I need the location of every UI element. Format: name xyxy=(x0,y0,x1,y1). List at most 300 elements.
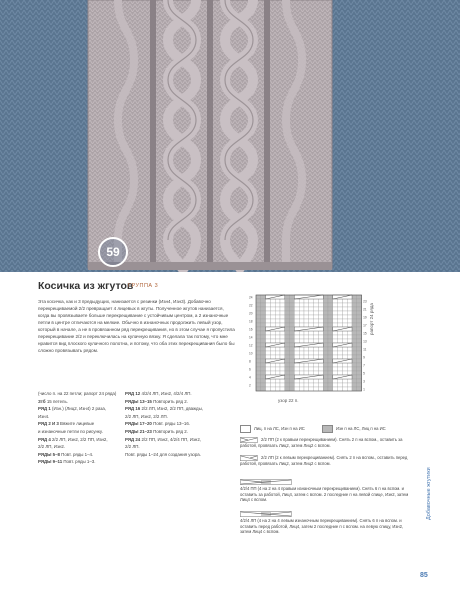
chart-cell xyxy=(275,371,280,375)
chart-cell xyxy=(347,311,352,315)
chart-cell xyxy=(270,367,275,371)
chart-row-label: 12 xyxy=(249,343,253,348)
chart-cell xyxy=(290,323,295,327)
chart-cell xyxy=(357,371,362,375)
chart-cell xyxy=(261,307,266,311)
chart-cell xyxy=(280,355,285,359)
instruction-text: 2/2 ЛП, Изн2, 2/2 ПП, Изн2, xyxy=(50,436,108,442)
chart-cell xyxy=(318,379,323,383)
chart-cell xyxy=(285,335,290,339)
chart-cell xyxy=(328,347,333,351)
chart-cell xyxy=(347,383,352,387)
instruction-text: 2/2 ЛП. xyxy=(125,444,140,450)
chart-cell xyxy=(333,387,338,391)
chart-cell xyxy=(318,299,323,303)
chart-cell xyxy=(338,367,343,371)
instruction-row-label: РЯД 4 xyxy=(38,436,51,442)
chart-cell xyxy=(299,367,304,371)
chart-cell xyxy=(256,295,261,299)
instruction-text: и изнаночные петли по рисунку. xyxy=(38,428,103,434)
chart-cell xyxy=(280,371,285,375)
chart-cell xyxy=(314,319,319,323)
chart-cell xyxy=(352,379,357,383)
chart-cell xyxy=(314,311,319,315)
instruction-row-label: РЯДЫ 5–8 xyxy=(38,451,60,457)
chart-cell xyxy=(275,303,280,307)
chart-cell xyxy=(266,347,271,351)
chart-cell xyxy=(285,339,290,343)
chart-cell xyxy=(342,299,347,303)
chart-cell xyxy=(304,311,309,315)
chart-cell xyxy=(323,327,328,331)
chart-cell xyxy=(285,379,290,383)
chart-cell xyxy=(352,387,357,391)
chart-cell xyxy=(314,315,319,319)
difficulty-group: ГРУППА 3 xyxy=(128,283,159,289)
chart-cell xyxy=(266,339,271,343)
chart-cell xyxy=(357,379,362,383)
chart-cell xyxy=(323,339,328,343)
chart-cell xyxy=(261,315,266,319)
instruction-text: Повт. ряды 13–16. xyxy=(151,421,190,427)
chart-cell xyxy=(328,315,333,319)
chart-cell xyxy=(328,311,333,315)
legend-item-4-2-4-lpc: 4/2/4 ЛП (4 на 2 на 4 левым изнаночным перекрещиванием). Снять 6 п на вспом. и оставить перед работой, Лиц4, затем 2 последние п с вспом. на левую спицу, Изн2, затем Лиц4 с вспом. xyxy=(240,511,410,535)
chart-cell xyxy=(266,311,271,315)
chart-row-label: 5 xyxy=(363,371,365,376)
chart-cell xyxy=(304,299,309,303)
chart-cell xyxy=(261,331,266,335)
chart-cell xyxy=(323,383,328,387)
chart-cell xyxy=(328,351,333,355)
instruction-row-label: РЯДЫ 13–15 xyxy=(125,398,152,404)
chart-cell xyxy=(290,359,295,363)
chart-cell xyxy=(285,307,290,311)
chart-cell xyxy=(294,315,299,319)
knitting-chart xyxy=(248,293,373,403)
instruction-text: (Изн.) (Лиц2, Изн4) 2 раза, xyxy=(50,406,107,412)
chart-cell xyxy=(304,315,309,319)
chart-cell xyxy=(328,355,333,359)
chart-cell xyxy=(256,315,261,319)
chart-cell xyxy=(318,363,323,367)
chart-cell xyxy=(275,363,280,367)
chart-cell xyxy=(266,355,271,359)
instruction-row-label: РЯД 24 xyxy=(125,436,141,442)
chart-cell xyxy=(314,299,319,303)
chart-cell xyxy=(275,339,280,343)
chart-cell xyxy=(294,299,299,303)
chart-cell xyxy=(294,331,299,335)
chart-cell xyxy=(285,351,290,355)
chart-cell xyxy=(357,303,362,307)
chart-cell xyxy=(285,363,290,367)
chart-cell xyxy=(270,303,275,307)
chart-cell xyxy=(352,363,357,367)
chart-cell xyxy=(270,339,275,343)
chart-cell xyxy=(342,307,347,311)
chart-cell xyxy=(328,387,333,391)
chart-cell xyxy=(323,323,328,327)
chart-cell xyxy=(328,307,333,311)
chart-cell xyxy=(309,351,314,355)
chart-cell xyxy=(304,351,309,355)
chart-cell xyxy=(347,299,352,303)
chart-cell xyxy=(270,387,275,391)
instruction-text: Повторить ряд 2. xyxy=(151,398,188,404)
chart-cell xyxy=(338,347,343,351)
chart-cell xyxy=(333,331,338,335)
chart-cell xyxy=(285,319,290,323)
chart-row-label: 10 xyxy=(249,351,253,356)
chart-cell xyxy=(347,323,352,327)
chart-cell xyxy=(309,299,314,303)
chart-cell xyxy=(323,363,328,367)
chart-cell xyxy=(256,355,261,359)
chart-cell xyxy=(270,323,275,327)
chart-cell xyxy=(309,331,314,335)
chart-cell xyxy=(299,311,304,315)
chart-cell xyxy=(338,383,343,387)
chart-cell xyxy=(357,331,362,335)
chart-cell xyxy=(352,311,357,315)
chart-cell xyxy=(280,323,285,327)
chart-cell xyxy=(280,347,285,351)
chart-cell xyxy=(338,315,343,319)
chart-cell xyxy=(275,299,280,303)
chart-cell xyxy=(347,347,352,351)
chart-cell xyxy=(275,387,280,391)
chart-cell xyxy=(294,383,299,387)
chart-cell xyxy=(275,315,280,319)
chart-cell xyxy=(275,331,280,335)
chart-cell xyxy=(342,323,347,327)
instructions-left xyxy=(38,390,120,466)
chart-cell xyxy=(318,367,323,371)
chart-cell xyxy=(357,359,362,363)
chart-cell xyxy=(357,355,362,359)
instruction-line xyxy=(38,420,120,428)
chart-cell xyxy=(290,339,295,343)
chart-cell xyxy=(357,307,362,311)
chart-cell xyxy=(304,339,309,343)
chart-cell xyxy=(314,383,319,387)
chart-cell xyxy=(309,319,314,323)
chart-cell xyxy=(256,387,261,391)
chart-cell xyxy=(309,335,314,339)
chart-cell xyxy=(261,367,266,371)
section-label: Добавочные жгутики xyxy=(426,467,432,520)
chart-width-caption: узор 22 п. xyxy=(278,398,299,403)
chart-cell xyxy=(299,347,304,351)
chart-cell xyxy=(290,311,295,315)
chart-cell xyxy=(352,343,357,347)
chart-cell xyxy=(338,355,343,359)
chart-cell xyxy=(294,307,299,311)
chart-cell xyxy=(304,303,309,307)
chart-cell xyxy=(328,339,333,343)
chart-cell xyxy=(304,347,309,351)
instruction-line xyxy=(38,398,120,406)
chart-cell xyxy=(299,355,304,359)
chart-cell xyxy=(357,299,362,303)
chart-cell xyxy=(318,387,323,391)
chart-cell xyxy=(347,319,352,323)
chart-cell xyxy=(333,311,338,315)
chart-cell xyxy=(352,327,357,331)
chart-cell xyxy=(304,323,309,327)
chart-cell xyxy=(256,323,261,327)
chart-cell xyxy=(294,363,299,367)
chart-row-label: 9 xyxy=(363,355,365,360)
chart-cell xyxy=(290,371,295,375)
chart-cell xyxy=(342,371,347,375)
chart-row-label: 1 xyxy=(363,387,365,392)
pattern-number-badge: 59 xyxy=(98,237,128,267)
chart-cell xyxy=(338,331,343,335)
chart-cell xyxy=(328,335,333,339)
chart-cell xyxy=(270,363,275,367)
chart-cell xyxy=(294,355,299,359)
chart-cell xyxy=(318,319,323,323)
instruction-row-label: РЯД 16 xyxy=(125,406,141,412)
chart-cell xyxy=(285,323,290,327)
chart-cell xyxy=(347,303,352,307)
chart-cell xyxy=(342,351,347,355)
chart-cell xyxy=(270,307,275,311)
chart-cell xyxy=(347,363,352,367)
chart-cell xyxy=(280,335,285,339)
chart-cell xyxy=(280,307,285,311)
chart-cell xyxy=(270,351,275,355)
chart-cell xyxy=(285,295,290,299)
chart-cell xyxy=(256,303,261,307)
chart-cell xyxy=(318,371,323,375)
chart-cell xyxy=(299,335,304,339)
chart-cell xyxy=(342,339,347,343)
instruction-text: Повторить ряд 2. xyxy=(151,428,188,434)
chart-cell xyxy=(323,303,328,307)
chart-cell xyxy=(266,303,271,307)
chart-cell xyxy=(290,319,295,323)
chart-cell xyxy=(352,383,357,387)
chart-cell xyxy=(352,359,357,363)
chart-cell xyxy=(256,359,261,363)
chart-cell xyxy=(261,327,266,331)
right-purl-cross-symbol-icon xyxy=(240,479,292,485)
chart-cell xyxy=(256,363,261,367)
chart-cell xyxy=(290,295,295,299)
chart-cell xyxy=(304,367,309,371)
chart-cell xyxy=(333,299,338,303)
chart-cell xyxy=(309,371,314,375)
chart-cell xyxy=(323,387,328,391)
instruction-line xyxy=(125,420,225,428)
chart-cell xyxy=(261,355,266,359)
chart-cell xyxy=(347,387,352,391)
instruction-text: Повт. ряды 1–4. xyxy=(59,451,94,457)
chart-cell xyxy=(280,303,285,307)
chart-row-label: 15 xyxy=(363,331,367,336)
chart-cell xyxy=(323,307,328,311)
chart-cell xyxy=(285,359,290,363)
chart-cell xyxy=(333,367,338,371)
chart-row-label: 18 xyxy=(249,319,253,324)
chart-cell xyxy=(333,303,338,307)
chart-cell xyxy=(270,335,275,339)
chart-cell xyxy=(261,363,266,367)
chart-row-label: 8 xyxy=(249,359,251,364)
chart-cell xyxy=(256,367,261,371)
chart-cell xyxy=(275,367,280,371)
chart-cell xyxy=(328,299,333,303)
chart-cell xyxy=(285,299,290,303)
chart-cell xyxy=(333,339,338,343)
chart-cell xyxy=(299,323,304,327)
chart-cell xyxy=(290,363,295,367)
chart-cell xyxy=(333,315,338,319)
chart-cell xyxy=(299,315,304,319)
chart-cell xyxy=(280,319,285,323)
legend-item-2-2-lc: 2/2 ЛП (2 к левым перекрещиванием). Снять 2 п на вспом., оставить перед работой, провязать Лиц2, затем Лиц2 с вспом. xyxy=(240,455,408,466)
chart-cell xyxy=(304,355,309,359)
chart-cell xyxy=(318,339,323,343)
chart-cell xyxy=(342,335,347,339)
chart-cell xyxy=(338,351,343,355)
chart-cell xyxy=(309,379,314,383)
chart-cell xyxy=(285,343,290,347)
chart-cell xyxy=(342,303,347,307)
instruction-line xyxy=(125,398,225,406)
chart-cell xyxy=(352,319,357,323)
chart-cell xyxy=(357,319,362,323)
chart-cell xyxy=(357,315,362,319)
chart-cell xyxy=(328,327,333,331)
chart-cell xyxy=(275,311,280,315)
chart-cell xyxy=(323,359,328,363)
chart-cell xyxy=(261,359,266,363)
chart-cell xyxy=(256,319,261,323)
chart-cell xyxy=(256,343,261,347)
instruction-row-label: РЯДЫ 17–20 xyxy=(125,421,152,427)
chart-cell xyxy=(347,379,352,383)
chart-cell xyxy=(323,311,328,315)
chart-cell xyxy=(261,383,266,387)
chart-cell xyxy=(256,339,261,343)
chart-cell xyxy=(285,347,290,351)
chart-cell xyxy=(318,335,323,339)
chart-cell xyxy=(256,371,261,375)
chart-cell xyxy=(266,383,271,387)
chart-cell xyxy=(285,367,290,371)
chart-cell xyxy=(328,371,333,375)
chart-cell xyxy=(309,367,314,371)
chart-cell xyxy=(347,355,352,359)
chart-cell xyxy=(261,343,266,347)
chart-cell xyxy=(309,303,314,307)
chart-cell xyxy=(256,331,261,335)
chart-row-label: 17 xyxy=(363,323,367,328)
chart-cell xyxy=(309,387,314,391)
chart-cell xyxy=(323,375,328,379)
chart-row-label: 13 xyxy=(363,339,367,344)
chart-cell xyxy=(333,371,338,375)
instruction-text: 15 петель. xyxy=(45,398,68,404)
chart-cell xyxy=(285,355,290,359)
chart-cell xyxy=(299,303,304,307)
chart-cell xyxy=(352,331,357,335)
chart-cell xyxy=(347,339,352,343)
chart-cell xyxy=(275,323,280,327)
chart-cell xyxy=(342,319,347,323)
chart-cell xyxy=(333,347,338,351)
chart-cell xyxy=(323,351,328,355)
chart-cell xyxy=(314,351,319,355)
chart-cell xyxy=(304,383,309,387)
chart-cell xyxy=(299,371,304,375)
chart-cell xyxy=(309,339,314,343)
chart-cell xyxy=(290,307,295,311)
instruction-line xyxy=(38,390,120,398)
chart-cell xyxy=(299,363,304,367)
chart-cell xyxy=(342,355,347,359)
chart-cell xyxy=(290,315,295,319)
chart-cell xyxy=(290,379,295,383)
chart-cell xyxy=(290,331,295,335)
chart-cell xyxy=(304,371,309,375)
chart-row-label: 7 xyxy=(363,363,365,368)
chart-cell xyxy=(299,299,304,303)
instruction-row-label: РЯД 2 И 3 xyxy=(38,421,59,427)
chart-cell xyxy=(275,379,280,383)
chart-cell xyxy=(261,299,266,303)
chart-cell xyxy=(304,319,309,323)
chart-cell xyxy=(338,303,343,307)
chart-cell xyxy=(314,323,319,327)
chart-cell xyxy=(352,323,357,327)
chart-cell xyxy=(314,379,319,383)
chart-cell xyxy=(347,367,352,371)
chart-cell xyxy=(352,371,357,375)
chart-cell xyxy=(294,367,299,371)
chart-cell xyxy=(294,379,299,383)
chart-cell xyxy=(270,299,275,303)
chart-cell xyxy=(261,311,266,315)
chart-cell xyxy=(314,363,319,367)
chart-cell xyxy=(318,351,323,355)
left-purl-cross-symbol-icon xyxy=(240,511,292,517)
chart-cell xyxy=(261,375,266,379)
chart-cell xyxy=(309,355,314,359)
legend-item-purl: Изн п на ЛС, Лиц п на ИС xyxy=(322,425,386,433)
chart-cell xyxy=(261,351,266,355)
chart-cell xyxy=(309,383,314,387)
chart-cell xyxy=(314,303,319,307)
chart-cell xyxy=(261,323,266,327)
instruction-row-label: РЯД 1 xyxy=(38,406,51,412)
chart-cell xyxy=(290,343,295,347)
chart-cell xyxy=(266,331,271,335)
chart-cell xyxy=(347,351,352,355)
chart-cell xyxy=(270,331,275,335)
chart-cell xyxy=(256,347,261,351)
chart-cell xyxy=(294,303,299,307)
chart-cell xyxy=(280,367,285,371)
chart-cell xyxy=(347,331,352,335)
chart-cell xyxy=(304,335,309,339)
instruction-line xyxy=(38,451,120,459)
chart-cell xyxy=(328,331,333,335)
